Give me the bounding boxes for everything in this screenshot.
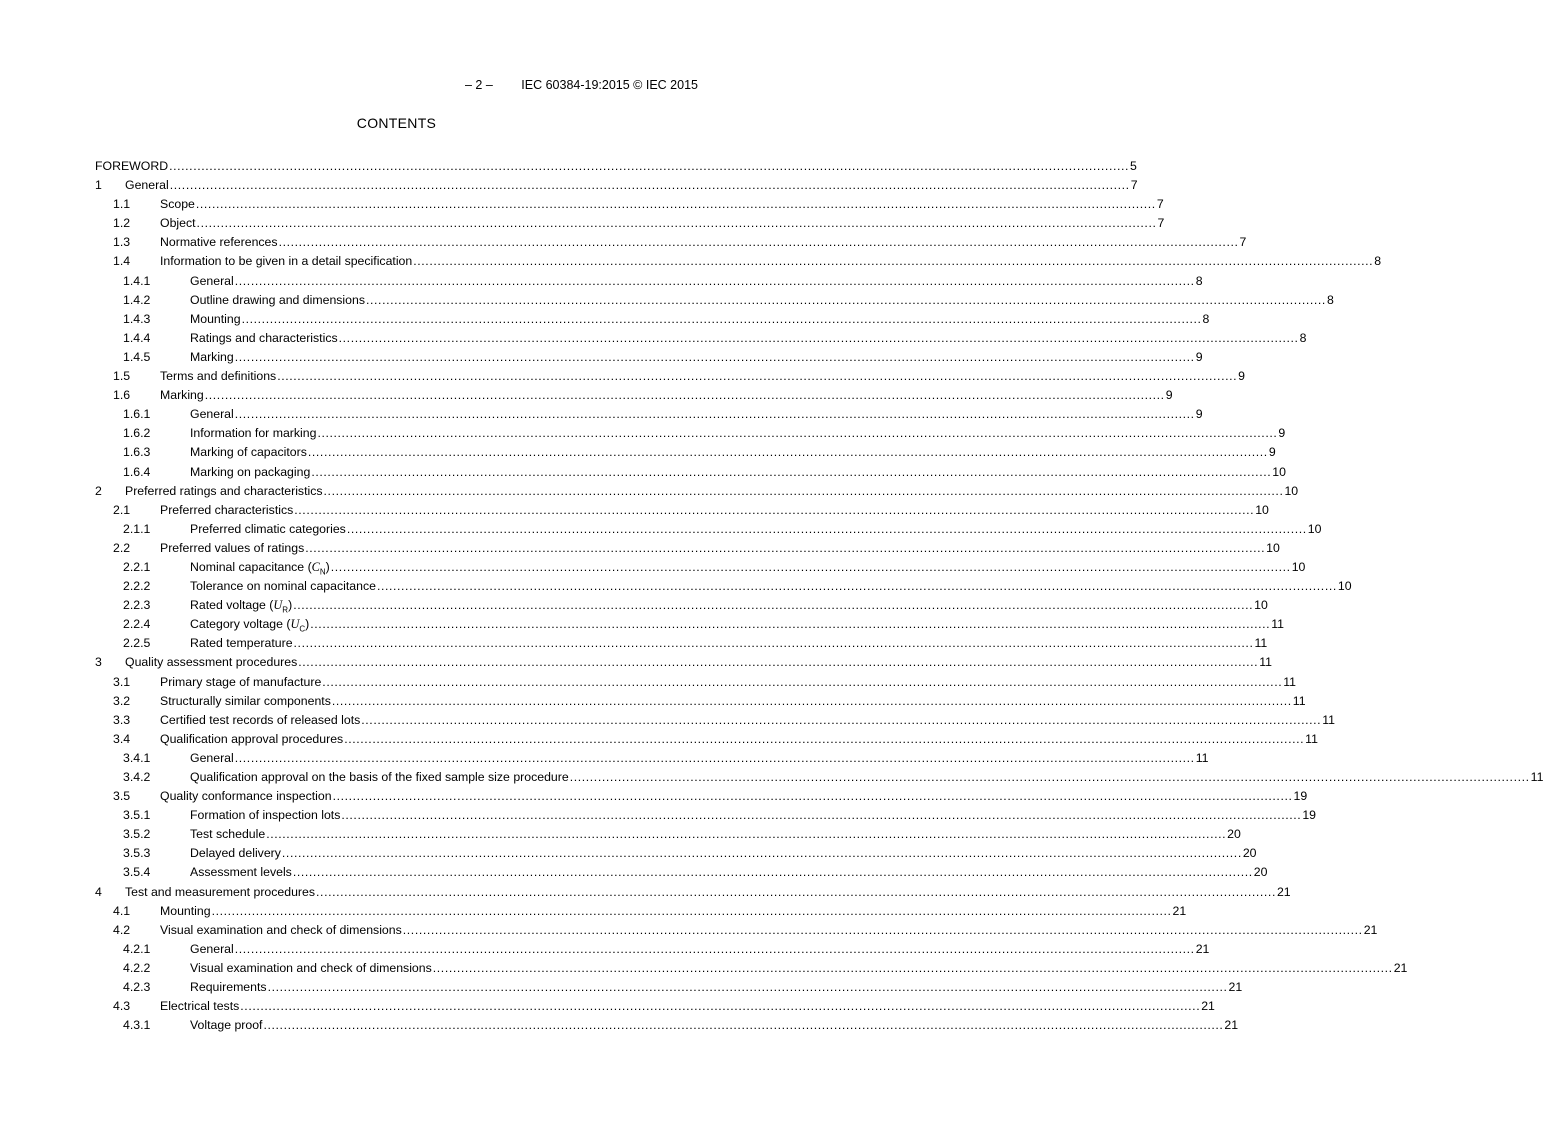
standard-reference: IEC 60384-19:2015 © IEC 2015	[521, 78, 698, 92]
toc-entry-page: 19	[1302, 808, 1316, 823]
toc-entry[interactable]	[95, 214, 1165, 233]
toc-entry-title-text: Test and measurement procedures	[125, 884, 316, 899]
toc-entry-title-text: Voltage proof	[190, 1018, 263, 1033]
toc-entry-title	[125, 482, 323, 501]
toc-entry-number: 3.5.3	[123, 846, 151, 861]
toc-entry-title-text: Preferred climatic categories	[190, 521, 346, 536]
table-of-contents	[95, 157, 1543, 1035]
toc-entry-title-text: Outline drawing and dimensions	[190, 292, 365, 307]
toc-entry-page: 21	[1393, 960, 1408, 975]
toc-entry-page: 21	[1195, 941, 1210, 956]
toc-entry[interactable]	[95, 329, 1307, 348]
dot-leader	[235, 272, 1195, 291]
toc-entry-number: 1.6.2	[123, 426, 151, 441]
toc-entry-page: 7	[1239, 235, 1247, 250]
toc-entry-number: 2.1.1	[123, 521, 151, 536]
toc-entry-page: 8	[1326, 292, 1334, 307]
toc-entry[interactable]	[95, 978, 1243, 997]
toc-entry-title-text: Object	[160, 216, 196, 231]
toc-entry-number: 3.5.2	[123, 827, 151, 842]
toc-entry-title	[160, 921, 402, 940]
toc-entry-title-text: Formation of inspection lots	[190, 808, 341, 823]
toc-entry-title-text: Preferred values of ratings	[160, 540, 305, 555]
dot-leader	[293, 596, 1253, 615]
toc-entry-title	[190, 844, 281, 863]
dot-leader	[279, 233, 1239, 252]
dot-leader	[263, 1016, 1223, 1035]
toc-entry[interactable]	[95, 348, 1203, 367]
toc-entry-number: 2.2.3	[123, 598, 151, 613]
toc-entry-number: 3.2	[113, 693, 131, 708]
toc-entry-title	[190, 310, 241, 329]
toc-entry-number: 2	[95, 483, 102, 498]
toc-entry-number: 3.5	[113, 789, 131, 804]
toc-entry-title-text: Marking of capacitors	[190, 445, 307, 460]
toc-entry-number: 1.2	[113, 216, 131, 231]
toc-entry-title-text: Delayed delivery	[190, 846, 281, 861]
toc-entry[interactable]	[95, 176, 1138, 195]
toc-entry-title-text: Nominal capacitance (	[190, 559, 312, 574]
toc-entry[interactable]	[95, 997, 1215, 1016]
toc-entry-page: 8	[1202, 311, 1210, 326]
toc-entry-page: 19	[1293, 789, 1308, 804]
toc-entry-title-text: Normative references	[160, 235, 278, 250]
toc-entry-number: 3.4.1	[123, 750, 151, 765]
toc-entry-title-text: FOREWORD	[95, 159, 169, 173]
toc-entry-number: 4.2.2	[123, 960, 151, 975]
toc-entry[interactable]	[95, 844, 1257, 863]
toc-entry[interactable]	[95, 940, 1210, 959]
toc-entry-title	[190, 1016, 262, 1035]
toc-entry[interactable]	[95, 539, 1280, 558]
toc-entry[interactable]	[95, 730, 1318, 749]
dot-leader	[196, 195, 1156, 214]
toc-entry-title-text: General	[190, 407, 234, 422]
toc-entry-page: 21	[1228, 980, 1243, 995]
symbol: U	[273, 598, 283, 613]
toc-entry-title-text: Scope	[160, 197, 195, 212]
toc-entry-number: 1.4	[113, 254, 131, 269]
dot-leader	[242, 310, 1202, 329]
toc-entry[interactable]	[95, 520, 1322, 539]
toc-entry-number: 4.2	[113, 922, 131, 937]
toc-entry-title-text: Information to be given in a detail specification	[160, 254, 413, 269]
toc-entry-title	[190, 577, 376, 596]
toc-entry-title-text: Mounting	[190, 311, 241, 326]
toc-entry-title	[190, 863, 292, 882]
toc-entry-title-text: Mounting	[160, 903, 211, 918]
symbol-subscript: N	[319, 567, 326, 577]
toc-entry-title-text: Visual examination and check of dimensions	[190, 960, 432, 975]
toc-entry-title	[125, 883, 315, 902]
toc-entry-page: 10	[1284, 483, 1299, 498]
toc-entry-number: 2.2.4	[123, 617, 151, 632]
toc-entry-title-text: Terms and definitions	[160, 369, 277, 384]
toc-entry[interactable]	[95, 291, 1334, 310]
toc-entry-number: 3.4	[113, 731, 131, 746]
symbol-close: )	[288, 598, 293, 613]
toc-entry-number: 1.5	[113, 369, 131, 384]
toc-entry-number: 3.5.1	[123, 808, 151, 823]
toc-entry-page: 9	[1278, 426, 1286, 441]
toc-entry-page: 5	[1130, 159, 1137, 173]
toc-entry-number: 2.2	[113, 540, 131, 555]
toc-entry-title-text: Marking on packaging	[190, 464, 311, 479]
toc-entry[interactable]	[95, 634, 1268, 653]
toc-entry-page: 11	[1305, 731, 1318, 746]
toc-entry[interactable]	[95, 195, 1164, 214]
toc-entry[interactable]	[95, 959, 1408, 978]
toc-entry-number: 1.4.1	[123, 273, 151, 288]
toc-entry[interactable]	[95, 921, 1378, 940]
dot-leader	[298, 653, 1258, 672]
toc-entry-title-text: General	[190, 750, 234, 765]
toc-entry-title-text: Quality conformance inspection	[160, 789, 332, 804]
dot-leader	[235, 749, 1195, 768]
toc-entry-page: 8	[1299, 330, 1307, 345]
dot-leader	[377, 577, 1337, 596]
toc-entry-page: 10	[1266, 540, 1280, 555]
toc-entry-title	[190, 291, 365, 310]
toc-entry-title-text: Information for marking	[190, 426, 317, 441]
toc-entry-title	[160, 997, 239, 1016]
toc-entry-title	[95, 157, 168, 176]
toc-entry-title	[160, 233, 278, 252]
toc-entry-page: 11	[1259, 655, 1272, 670]
toc-entry-title-text: Assessment levels	[190, 865, 292, 880]
toc-entry-title-text: General	[125, 178, 169, 193]
dot-leader	[293, 863, 1253, 882]
toc-entry-number: 4.2.1	[123, 941, 151, 956]
symbol-close: )	[305, 617, 310, 632]
symbol-close: )	[325, 559, 330, 574]
toc-entry-title-text: Quality assessment procedures	[125, 655, 298, 670]
dot-leader	[277, 367, 1237, 386]
toc-entry-title	[160, 252, 412, 271]
toc-entry-page: 20	[1227, 827, 1241, 842]
toc-entry[interactable]	[95, 825, 1241, 844]
toc-entry-page: 21	[1201, 999, 1215, 1014]
toc-entry-page: 8	[1374, 254, 1382, 269]
toc-entry[interactable]	[95, 386, 1173, 405]
toc-entry[interactable]	[95, 272, 1203, 291]
toc-entry[interactable]	[95, 749, 1209, 768]
dot-leader	[333, 787, 1293, 806]
toc-entry-number: 3.1	[113, 674, 131, 689]
toc-entry-title-text: Certified test records of released lots	[160, 712, 361, 727]
toc-entry[interactable]	[95, 653, 1272, 672]
dot-leader	[413, 252, 1373, 271]
toc-entry-page: 7	[1130, 178, 1138, 193]
toc-entry[interactable]	[95, 673, 1296, 692]
toc-entry-number: 1.6	[113, 388, 131, 403]
dot-leader	[316, 883, 1276, 902]
toc-entry-title	[160, 539, 304, 558]
toc-entry-page: 21	[1224, 1018, 1239, 1033]
toc-entry-number: 4.3.1	[123, 1018, 151, 1033]
toc-entry-title-text: Primary stage of manufacture	[160, 674, 322, 689]
dot-leader	[282, 844, 1242, 863]
toc-entry-title-text: Requirements	[190, 980, 267, 995]
dot-leader	[317, 424, 1277, 443]
toc-entry-number: 1.1	[113, 197, 131, 212]
dot-leader	[324, 482, 1284, 501]
dot-leader	[310, 615, 1270, 634]
dot-leader	[332, 692, 1292, 711]
toc-entry-title-text: Ratings and characteristics	[190, 330, 338, 345]
toc-entry-title	[125, 176, 169, 195]
toc-entry-title-text: Qualification approval procedures	[160, 731, 344, 746]
toc-entry[interactable]	[95, 902, 1187, 921]
dot-leader	[205, 386, 1165, 405]
toc-entry-title-text: Preferred ratings and characteristics	[125, 483, 323, 498]
toc-entry-title	[125, 653, 297, 672]
toc-entry-page: 9	[1195, 407, 1203, 422]
toc-entry-number: 1.4.4	[123, 330, 151, 345]
dot-leader	[361, 711, 1321, 730]
toc-entry-number: 2.1	[113, 502, 131, 517]
toc-entry-page: 8	[1195, 273, 1203, 288]
toc-entry-number: 1	[95, 178, 102, 193]
toc-entry-title	[190, 768, 569, 787]
toc-entry-number: 2.2.5	[123, 636, 151, 651]
toc-entry-title-text: Tolerance on nominal capacitance	[190, 579, 376, 594]
toc-entry-title-text: Category voltage (	[190, 617, 291, 632]
toc-entry-page: 7	[1157, 216, 1165, 231]
dot-leader	[403, 921, 1363, 940]
toc-entry[interactable]	[95, 596, 1268, 615]
dot-leader	[268, 978, 1228, 997]
toc-entry-number: 1.4.3	[123, 311, 151, 326]
symbol: C	[311, 559, 320, 574]
toc-entry-title	[160, 711, 360, 730]
toc-entry-title-text: Rated voltage (	[190, 598, 274, 613]
toc-entry-title-text: Rated temperature	[190, 636, 293, 651]
dot-leader	[433, 959, 1393, 978]
toc-entry[interactable]	[95, 558, 1306, 577]
dot-leader	[331, 558, 1291, 577]
dot-leader	[266, 825, 1226, 844]
dot-leader	[170, 176, 1130, 195]
toc-entry-title-text: General	[190, 273, 234, 288]
toc-entry-page: 10	[1337, 579, 1352, 594]
toc-entry-number: 1.3	[113, 235, 131, 250]
toc-entry[interactable]	[95, 157, 1137, 176]
toc-entry-page: 21	[1172, 903, 1187, 918]
toc-entry[interactable]	[95, 577, 1352, 596]
toc-entry-page: 10	[1255, 502, 1269, 517]
toc-entry[interactable]	[95, 482, 1299, 501]
toc-entry-page: 10	[1272, 464, 1286, 479]
toc-entry-title	[160, 730, 343, 749]
toc-entry-number: 3.5.4	[123, 865, 151, 880]
toc-entry[interactable]	[95, 615, 1284, 634]
toc-entry-title	[190, 348, 234, 367]
toc-entry[interactable]	[95, 711, 1335, 730]
toc-entry[interactable]	[95, 501, 1269, 520]
toc-entry-page: 11	[1292, 693, 1306, 708]
dot-leader	[169, 157, 1129, 176]
toc-entry-number: 3	[95, 655, 102, 670]
dot-leader	[197, 214, 1157, 233]
toc-entry-title	[190, 520, 346, 539]
toc-entry[interactable]	[95, 806, 1316, 825]
toc-entry-title	[160, 902, 211, 921]
page-number: – 2 –	[465, 78, 493, 92]
toc-entry-number: 4.1	[113, 903, 131, 918]
toc-entry-title	[190, 825, 265, 844]
dot-leader	[235, 405, 1195, 424]
toc-entry-title	[160, 386, 204, 405]
toc-entry[interactable]	[95, 787, 1308, 806]
toc-entry[interactable]	[95, 367, 1245, 386]
toc-entry-title-text: Qualification approval on the basis of the fixed sample size procedure	[190, 770, 569, 784]
dot-leader	[347, 520, 1307, 539]
toc-entry[interactable]	[95, 863, 1268, 882]
toc-entry[interactable]	[95, 883, 1291, 902]
dot-leader	[212, 902, 1172, 921]
dot-leader	[341, 806, 1301, 825]
toc-entry-page: 10	[1307, 521, 1322, 536]
toc-entry[interactable]	[95, 692, 1306, 711]
dot-leader	[235, 940, 1195, 959]
toc-entry-page: 10	[1291, 559, 1306, 574]
dot-leader	[308, 443, 1268, 462]
symbol-subscript: R	[282, 605, 289, 615]
toc-entry-page: 11	[1195, 750, 1209, 765]
toc-entry-page: 21	[1363, 922, 1378, 937]
toc-entry-title	[190, 424, 316, 443]
toc-entry[interactable]	[95, 233, 1247, 252]
symbol-subscript: C	[299, 624, 306, 634]
toc-entry-number: 2.2.2	[123, 579, 151, 594]
toc-entry-page: 9	[1165, 388, 1173, 403]
dot-leader	[366, 291, 1326, 310]
toc-entry-title-text: Structurally similar components	[160, 693, 331, 708]
toc-entry[interactable]	[95, 1016, 1239, 1035]
dot-leader	[240, 997, 1200, 1016]
dot-leader	[235, 348, 1195, 367]
symbol: U	[290, 617, 300, 632]
dot-leader	[311, 463, 1271, 482]
toc-entry-number: 3.4.2	[123, 770, 151, 784]
toc-entry[interactable]	[95, 768, 1543, 787]
toc-entry-title	[190, 978, 267, 997]
toc-entry-title-text: General	[190, 941, 234, 956]
toc-entry-title-text: Marking	[190, 349, 234, 364]
toc-entry-page: 11	[1254, 636, 1268, 651]
dot-leader	[570, 768, 1530, 787]
toc-entry-title	[160, 787, 332, 806]
toc-entry-title	[190, 959, 432, 978]
toc-entry-number: 1.6.3	[123, 445, 151, 460]
toc-entry-title	[190, 443, 307, 462]
toc-entry-page: 21	[1276, 884, 1291, 899]
dot-leader	[339, 329, 1299, 348]
toc-entry-page: 9	[1238, 369, 1245, 384]
toc-entry-number: 1.4.2	[123, 292, 151, 307]
toc-entry-title	[190, 329, 338, 348]
toc-entry[interactable]	[95, 252, 1382, 271]
toc-entry-title	[190, 463, 310, 482]
toc-entry-page: 7	[1156, 197, 1164, 212]
toc-entry-page: 11	[1283, 674, 1296, 689]
toc-entry-title	[160, 367, 276, 386]
toc-entry-title-text: Preferred characteristics	[160, 502, 294, 517]
toc-entry-title	[160, 501, 293, 520]
toc-entry-page: 9	[1268, 445, 1276, 460]
toc-entry-title	[190, 940, 234, 959]
dot-leader	[294, 501, 1254, 520]
toc-entry-page: 11	[1322, 712, 1335, 727]
toc-entry-number: 2.2.1	[123, 559, 151, 574]
dot-leader	[294, 634, 1254, 653]
toc-entry-title-text: Electrical tests	[160, 999, 240, 1014]
toc-entry-page: 11	[1530, 770, 1543, 784]
toc-entry-title	[190, 749, 234, 768]
toc-entry-title-text: Marking	[160, 388, 204, 403]
toc-entry[interactable]	[95, 405, 1203, 424]
toc-entry-title	[160, 214, 196, 233]
toc-entry-title	[190, 806, 340, 825]
toc-entry-number: 1.4.5	[123, 349, 151, 364]
toc-entry-page: 20	[1253, 865, 1268, 880]
toc-entry-number: 1.6.4	[123, 464, 151, 479]
toc-entry-page: 20	[1242, 846, 1257, 861]
toc-entry-number: 4.2.3	[123, 980, 151, 995]
toc-entry-number: 3.3	[113, 712, 131, 727]
toc-entry-number: 4	[95, 884, 102, 899]
page-title: CONTENTS	[356, 115, 437, 131]
toc-entry-title	[190, 272, 234, 291]
toc-entry-number: 4.3	[113, 999, 131, 1014]
toc-entry-title	[190, 405, 234, 424]
toc-entry-page: 10	[1254, 598, 1268, 613]
dot-leader	[344, 730, 1304, 749]
dot-leader	[305, 539, 1265, 558]
toc-entry-title	[160, 195, 195, 214]
toc-entry-page: 11	[1271, 617, 1284, 632]
toc-entry[interactable]	[95, 424, 1286, 443]
toc-entry[interactable]	[95, 463, 1286, 482]
toc-entry-title	[190, 634, 293, 653]
toc-entry-title-text: Visual examination and check of dimensions	[160, 922, 402, 937]
page-header	[95, 77, 698, 93]
toc-entry[interactable]	[95, 443, 1276, 462]
toc-entry-title-text: Test schedule	[190, 827, 266, 842]
toc-entry-number: 1.6.1	[123, 407, 151, 422]
toc-entry-page: 9	[1195, 349, 1203, 364]
toc-entry-title	[160, 673, 321, 692]
toc-entry-title	[160, 692, 331, 711]
dot-leader	[322, 673, 1282, 692]
toc-entry[interactable]	[95, 310, 1210, 329]
